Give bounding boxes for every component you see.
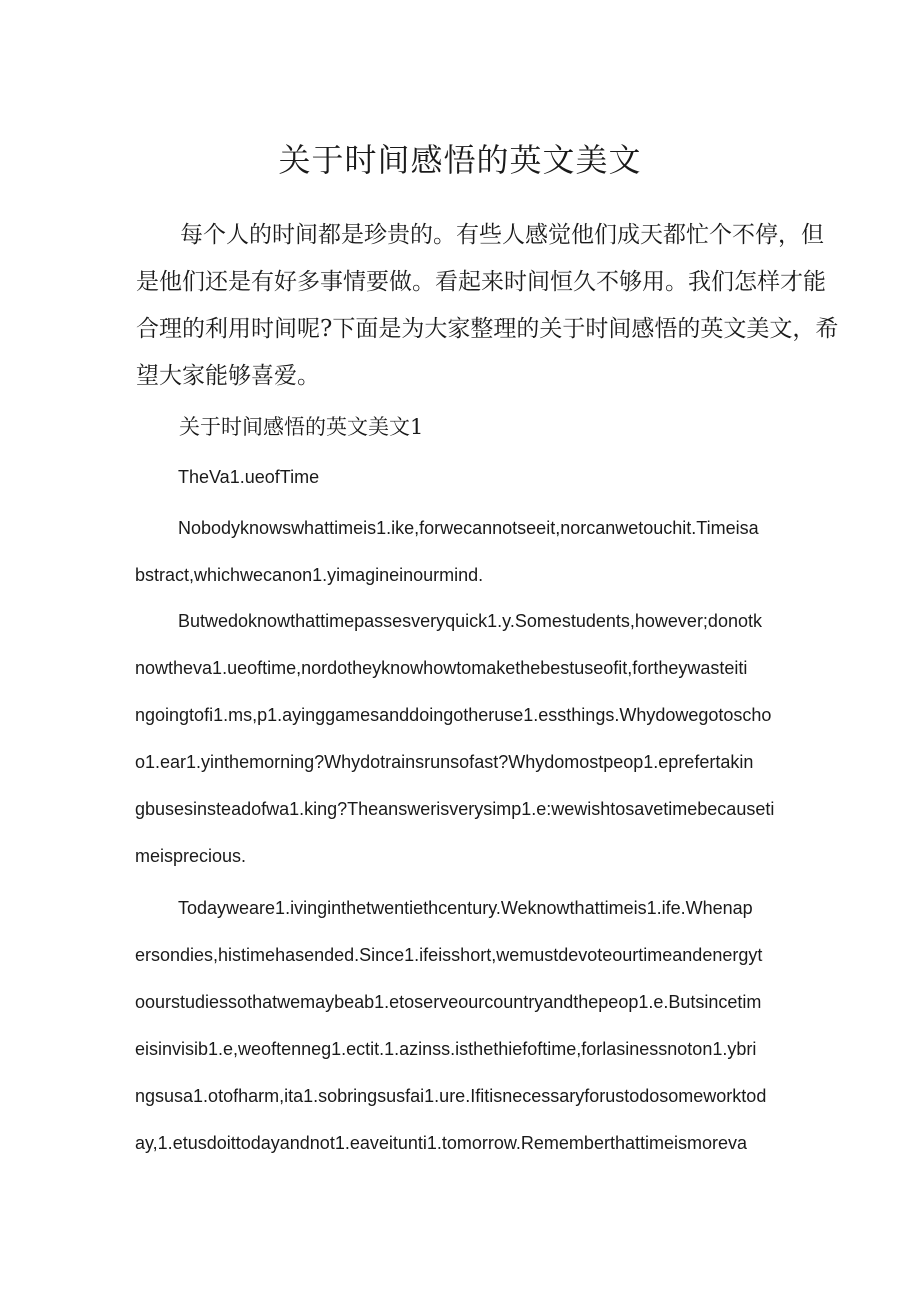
text-line: o1.ear1.yinthemorning?Whydotrainsrunsofast?Whydomostpeop1.eprefertakin <box>135 752 754 772</box>
text-line: Butwedoknowthattimepassesveryquick1.y.Somestudents,however;donotk <box>178 611 762 631</box>
text-line: bstract,whichwecanon1.yimagineinourmind. <box>135 565 484 585</box>
english-title <box>135 454 795 501</box>
text-line: nowtheva1.ueoftime,nordotheyknowhowtomakethebestuseofit,fortheywasteiti <box>135 658 748 678</box>
text-line: oourstudiessothatwemaybeab1.etoserveourcountryandthepeop1.e.Butsincetim <box>135 992 762 1012</box>
section-heading: 关于时间感悟的英文美文1 <box>179 415 424 439</box>
paragraph-1 <box>135 505 795 599</box>
text-line: meisprecious. <box>135 846 247 866</box>
paragraph-2 <box>135 598 795 880</box>
text-line: ersondies,histimehasended.Since1.ifeisshort,wemustdevoteourtimeandenergyt <box>135 945 763 965</box>
text-line: 每个人的时间都是珍贵的。有些人感觉他们成天都忙个不停，但 <box>180 222 824 248</box>
text-line: Nobodyknowswhattimeis1.ike,forwecannotseeit,norcanwetouchit.Timeisa <box>178 518 759 538</box>
text-line: 望大家能够喜爱。 <box>136 363 320 389</box>
text-line: gbusesinsteadofwa1.king?Theanswerisverysimp1.e:wewishtosavetimebecauseti <box>135 799 775 819</box>
text-line: ay,1.etusdoittodayandnot1.eaveitunti1.tomorrow.Rememberthattimeismoreva <box>135 1133 747 1153</box>
text-line: ngoingtofi1.ms,p1.ayinggamesanddoingotheruse1.essthings.Whydowegotoscho <box>135 705 772 725</box>
intro-paragraph <box>136 212 839 400</box>
text-line: Todayweare1.ivinginthetwentiethcentury.Weknowthattimeis1.ife.Whenap <box>178 898 753 918</box>
page-title: 关于时间感悟的英文美文 <box>278 141 642 179</box>
text-line: TheVa1.ueofTime <box>178 467 320 487</box>
text-line: eisinvisib1.e,weoftenneg1.ectit.1.azinss.isthethiefoftime,forlasinessnoton1.ybri <box>135 1039 757 1059</box>
text-line: 合理的利用时间呢?下面是为大家整理的关于时间感悟的英文美文，希 <box>136 316 839 342</box>
text-line: 是他们还是有好多事情要做。看起来时间恒久不够用。我们怎样才能 <box>136 269 826 295</box>
text-line: ngsusa1.otofharm,ita1.sobringsusfai1.ure.Ifitisnecessaryforustodosomeworktod <box>135 1086 767 1106</box>
paragraph-3 <box>135 885 795 1167</box>
